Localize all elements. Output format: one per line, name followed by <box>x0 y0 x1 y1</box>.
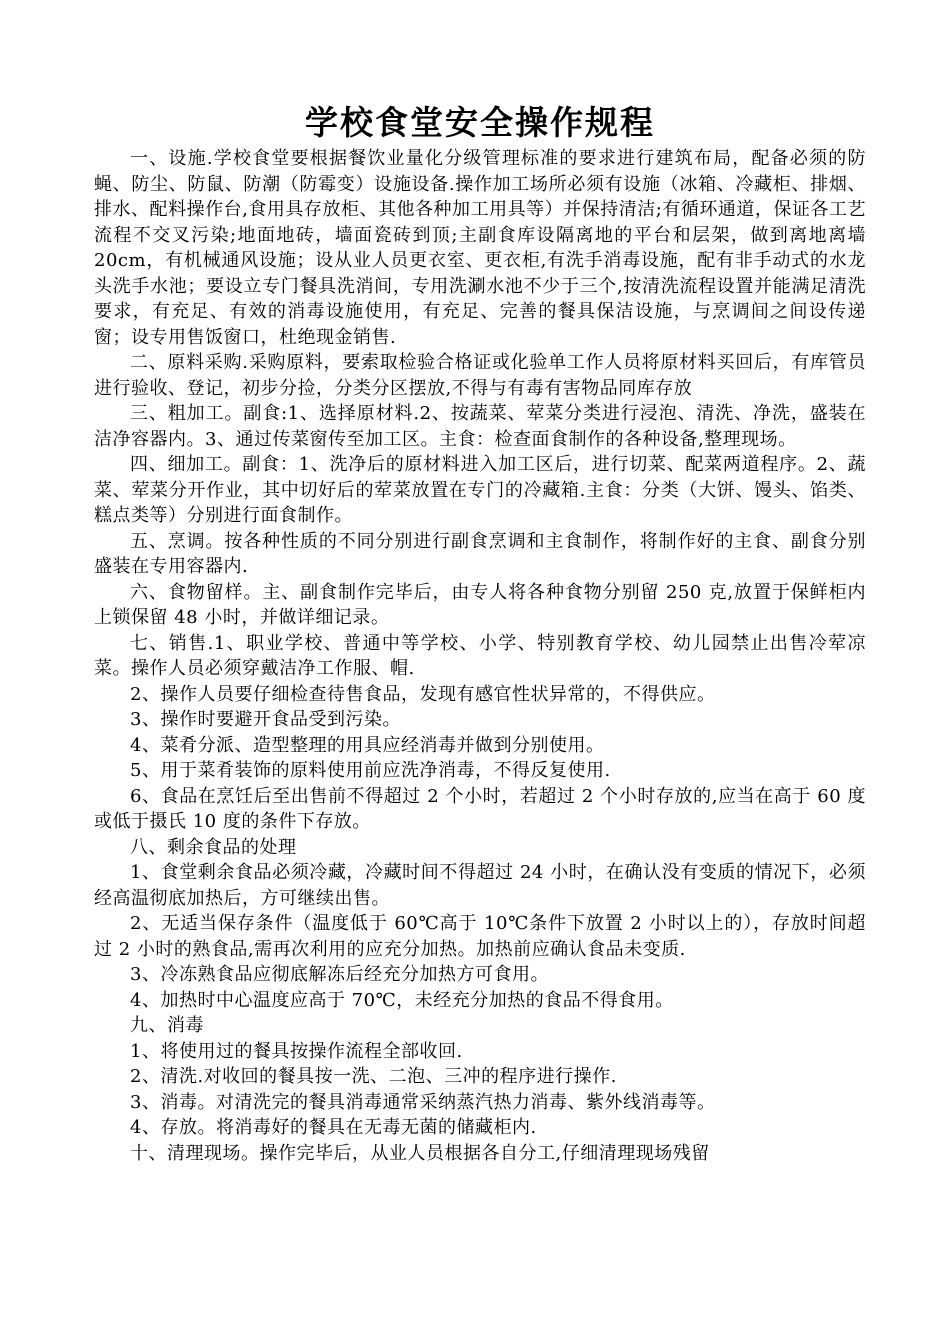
paragraph-leftover-3: 3、冷冻熟食品应彻底解冻后经充分加热方可食用。 <box>130 964 549 985</box>
paragraph-sales-4: 4、菜肴分派、造型整理的用具应经消毒并做到分别使用。 <box>130 734 605 756</box>
paragraph-leftover-1: 1、食堂剩余食品必须冷藏，冷藏时间不得超过 24 小时，在确认没有变质的情况下，必须经高温彻底加热后，方可继续出售。 <box>94 862 866 909</box>
paragraph-leftover-2: 2、无适当保存条件（温度低于 60℃高于 10℃条件下放置 2 小时以上的），存放时间超过 2 小时的熟食品,需再次利用的应充分加热。加热前应确认食品未变质. <box>94 913 866 960</box>
paragraph-disinfection-4: 4、存放。将消毒好的餐具在无毒无菌的储藏柜内. <box>130 1117 537 1138</box>
paragraph-disinfection-2: 2、清洗.对收回的餐具按一洗、二泡、三冲的程序进行操作. <box>130 1066 617 1087</box>
paragraph-facilities: 一、设施.学校食堂要根据餐饮业量化分级管理标准的要求进行建筑布局，配备必须的防蝇、防尘、防鼠、防潮（防霉变）设施设备.操作加工场所必须有设施（冰箱、冷藏柜、排烟、排水、配料操作台,食用具存放柜、其他各种加工用具等）并保持清洁;有循环通道，保证各工艺流程不交叉污染;地面地砖，墙面瓷砖到顶;主副食库设隔离地的平台和层架，做到离地离墙 20cm，有机械通风设施；设从业人员更衣室、更衣柜,有洗手消毒设施，配有非手动式的水龙头洗手水池；要设立专门餐具洗消间，专用洗涮水池不少于三个,按清洗流程设置并能满足清洗要求，有充足、有效的消毒设施使用，有充足、完善的餐具保洁设施，与烹调间之间设传递窗；设专用售饭窗口，杜绝现金销售. <box>94 148 866 348</box>
paragraph-procurement: 二、原料采购.采购原料，要索取检验合格证或化验单工作人员将原材料买回后，有库管员进行验收、登记，初步分捡，分类分区摆放,不得与有毒有害物品同库存放 <box>94 352 866 399</box>
paragraph-cleanup: 十、清理现场。操作完毕后，从业人员根据各自分工,仔细清理现场残留 <box>130 1142 710 1164</box>
document-title: 学校食堂安全操作规程 <box>305 103 655 142</box>
paragraph-rough-processing: 三、粗加工。副食:1、选择原材料.2、按蔬菜、荤菜分类进行浸泡、清洗、净洗，盛装在洁净容器内。3、通过传菜窗传至加工区。主食：检查面食制作的各种设备,整理现场。 <box>94 403 866 450</box>
document-page <box>94 100 866 1166</box>
paragraph-sales-3: 3、操作时要避开食品受到污染。 <box>130 709 401 730</box>
paragraph-sales-5: 5、用于菜肴装饰的原料使用前应洗净消毒，不得反复使用. <box>130 760 611 781</box>
paragraph-sales: 七、销售.1、职业学校、普通中等学校、小学、特别教育学校、幼儿园禁止出售冷荤凉菜。操作人员必须穿戴洁净工作服、帽. <box>94 632 866 679</box>
paragraph-leftover-heading: 八、剩余食品的处理 <box>130 836 297 858</box>
paragraph-cooking: 五、烹调。按各种性质的不同分别进行副食烹调和主食制作，将制作好的主食、副食分别盛装在专用容器内. <box>94 530 866 577</box>
paragraph-disinfection-heading: 九、消毒 <box>130 1015 204 1036</box>
paragraph-sales-6: 6、食品在烹饪后至出售前不得超过 2 个小时，若超过 2 个小时存放的,应当在高于 60 度或低于摄氏 10 度的条件下存放。 <box>94 785 866 832</box>
paragraph-fine-processing: 四、细加工。副食：1、洗净后的原材料进入加工区后，进行切菜、配菜两道程序。2、蔬菜、荤菜分开作业，其中切好后的荤菜放置在专门的冷藏箱.主食：分类（大饼、馒头、馅类、糕点类等）分别进行面食制作。 <box>94 454 866 526</box>
paragraph-food-sampling: 六、食物留样。主、副食制作完毕后，由专人将各种食物分别留 250 克,放置于保鲜柜内上锁保留 48 小时，并做详细记录。 <box>94 581 866 628</box>
paragraph-leftover-4: 4、加热时中心温度应高于 70℃，未经充分加热的食品不得食用。 <box>130 989 674 1011</box>
paragraph-disinfection-1: 1、将使用过的餐具按操作流程全部收回. <box>130 1040 463 1062</box>
paragraph-sales-2: 2、操作人员要仔细检查待售食品，发现有感官性状异常的，不得供应。 <box>130 683 716 705</box>
paragraph-disinfection-3: 3、消毒。对清洗完的餐具消毒通常采纳蒸汽热力消毒、紫外线消毒等。 <box>130 1091 716 1113</box>
